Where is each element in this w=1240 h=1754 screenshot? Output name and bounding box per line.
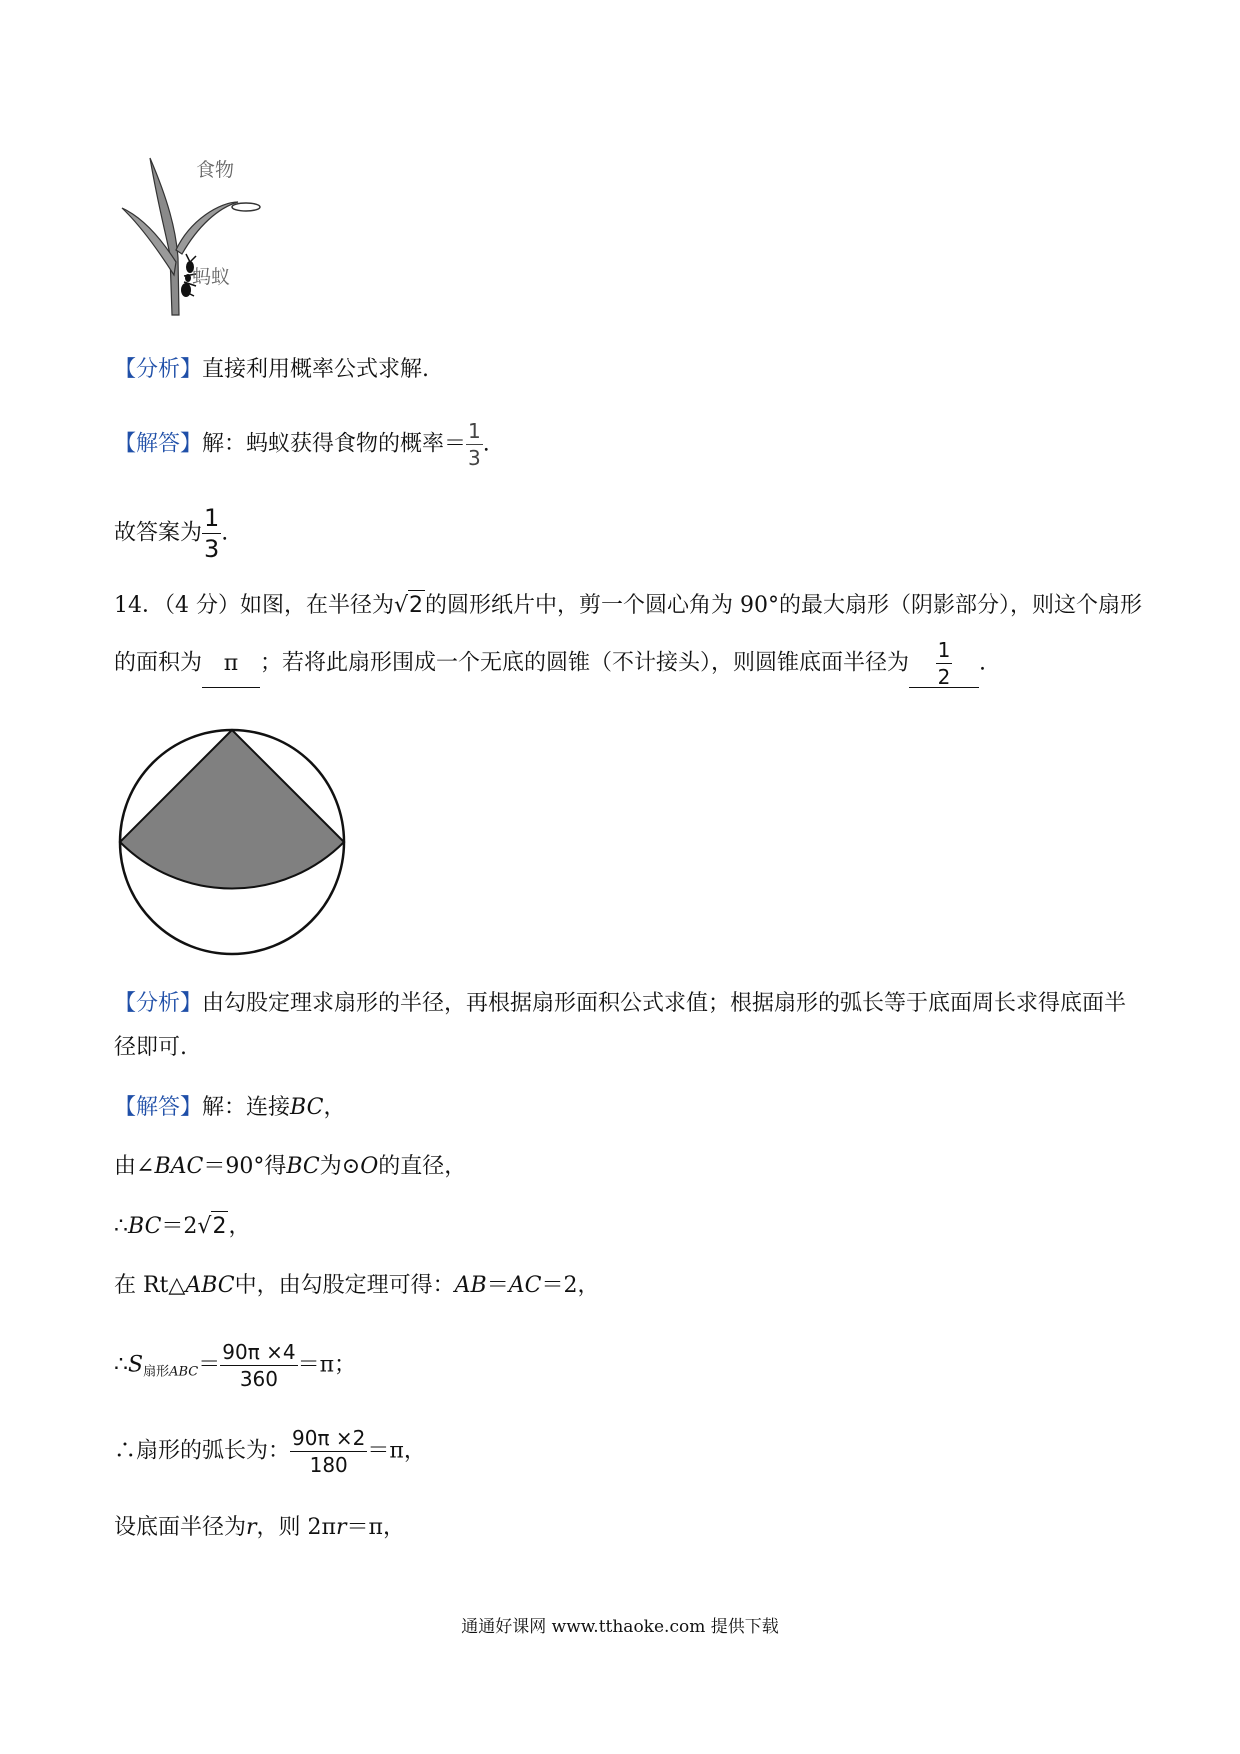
q14-analysis-line2: 径即可. bbox=[114, 1035, 187, 1060]
page-footer: 通通好课网 www.tthaoke.com 提供下载 bbox=[461, 1617, 779, 1637]
sector-figure bbox=[116, 725, 348, 957]
q13-answer: 【解答】解：蚂蚁获得食物的概率＝ $\frac{1}{3}$ . bbox=[114, 419, 490, 470]
q14-solution-line1: 【解答】解：连接BC， bbox=[114, 1095, 346, 1120]
q14-solution-line5: $\therefore S_{扇形ABC}=$ $\frac{90\pi \times 4}{360}$ ＝π； bbox=[114, 1340, 357, 1391]
ant-plant-figure bbox=[110, 150, 280, 320]
sqrt-expression: √2 bbox=[394, 590, 425, 621]
q14-solution-line2: 由∠BAC＝90°得BC为⊙O的直径， bbox=[114, 1154, 467, 1179]
q14-stem-line2: 的面积为 π ；若将此扇形围成一个无底的圆锥（不计接头），则圆锥底面半径为 $\frac{1}{2}$ . bbox=[114, 638, 987, 689]
food-label: 食物 bbox=[196, 159, 235, 181]
answer-tag: 【解答】 bbox=[114, 1095, 203, 1120]
shaded-sector bbox=[120, 730, 344, 889]
q13-conclusion: 故答案为 $\frac{1}{3}$ . bbox=[114, 504, 229, 563]
answer-fraction: $\frac{1}{3}$ bbox=[468, 419, 481, 470]
conclusion-fraction: $\frac{1}{3}$ bbox=[204, 504, 220, 563]
answer-blank-2 bbox=[909, 640, 979, 688]
q13-analysis bbox=[114, 355, 429, 385]
analysis-text: 直接利用概率公式求解. bbox=[202, 357, 430, 382]
sector-area-fraction: $\frac{90\pi \times 4}{360}$ bbox=[222, 1340, 296, 1391]
blank2-fraction: $\frac{1}{2}$ bbox=[937, 638, 951, 689]
answer-tag: 【解答】 bbox=[114, 431, 203, 457]
plant-drawing bbox=[110, 150, 280, 320]
answer-blank-1: π bbox=[202, 641, 260, 688]
analysis-tag: 【分析】 bbox=[114, 357, 203, 382]
q14-solution-line3: ∴BC＝2√2， bbox=[114, 1211, 250, 1242]
ant-label: 蚂蚁 bbox=[192, 266, 231, 288]
arc-length-fraction: $\frac{90\pi \times 2}{180}$ bbox=[292, 1426, 366, 1477]
q14-solution-line7: 设底面半径为r，则 2πr＝π， bbox=[114, 1515, 405, 1540]
answer-text: 解：蚂蚁获得食物的概率＝ bbox=[202, 431, 467, 457]
q14-analysis-line1: 【分析】由勾股定理求扇形的半径，再根据扇形面积公式求值；根据扇形的弧长等于底面周长求得底面半 bbox=[114, 991, 1127, 1016]
analysis-tag: 【分析】 bbox=[114, 991, 203, 1016]
q14-stem-line1: 14．（4 分）如图，在半径为√2的圆形纸片中，剪一个圆心角为 90°的最大扇形（阴影部分），则这个扇形 bbox=[114, 590, 1142, 621]
sqrt-expression: √2 bbox=[197, 1211, 228, 1242]
q14-solution-line6: ∴扇形的弧长为： $\frac{90\pi \times 2}{180}$ ＝π， bbox=[114, 1426, 426, 1477]
sector-drawing bbox=[116, 725, 348, 957]
conclusion-text: 故答案为 bbox=[114, 520, 203, 546]
q14-solution-line4: 在 Rt△ABC中，由勾股定理可得：AB＝AC＝2， bbox=[114, 1273, 600, 1298]
